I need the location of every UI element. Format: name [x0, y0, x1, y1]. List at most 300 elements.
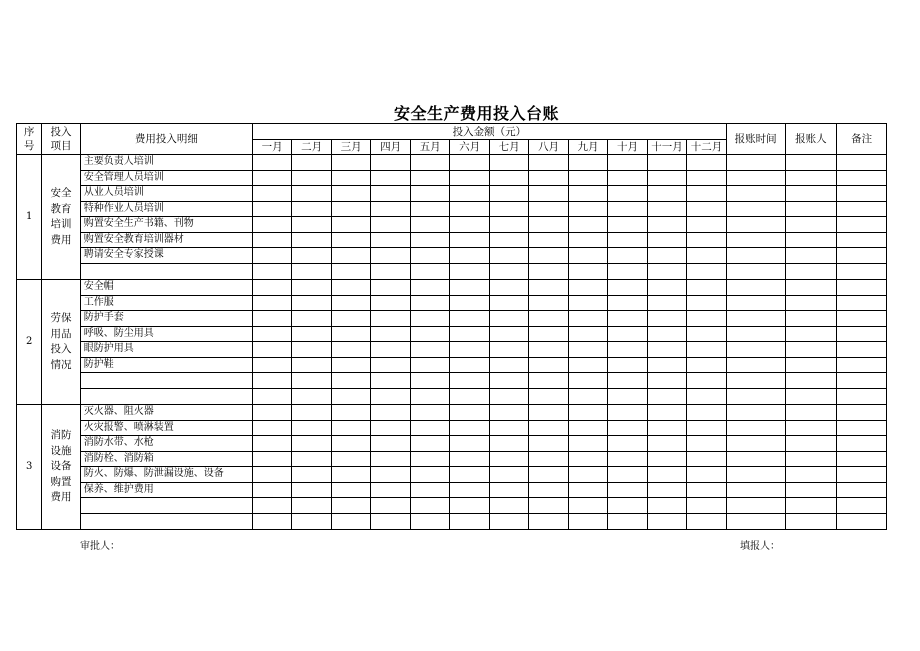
- person-cell[interactable]: [785, 326, 837, 342]
- month-amount-cell[interactable]: [647, 357, 686, 373]
- month-amount-cell[interactable]: [647, 498, 686, 514]
- note-cell[interactable]: [837, 388, 887, 405]
- month-amount-cell[interactable]: [292, 232, 331, 248]
- month-amount-cell[interactable]: [410, 373, 449, 389]
- note-cell[interactable]: [837, 263, 887, 280]
- month-amount-cell[interactable]: [410, 436, 449, 452]
- date-cell[interactable]: [726, 326, 785, 342]
- month-amount-cell[interactable]: [687, 357, 727, 373]
- month-amount-cell[interactable]: [568, 373, 607, 389]
- month-amount-cell[interactable]: [687, 513, 727, 530]
- month-amount-cell[interactable]: [252, 280, 291, 296]
- month-amount-cell[interactable]: [608, 295, 647, 311]
- month-amount-cell[interactable]: [687, 155, 727, 171]
- month-amount-cell[interactable]: [371, 326, 410, 342]
- month-amount-cell[interactable]: [252, 498, 291, 514]
- month-amount-cell[interactable]: [292, 513, 331, 530]
- month-amount-cell[interactable]: [647, 326, 686, 342]
- month-amount-cell[interactable]: [450, 357, 489, 373]
- month-amount-cell[interactable]: [529, 170, 568, 186]
- month-amount-cell[interactable]: [489, 482, 528, 498]
- month-amount-cell[interactable]: [292, 451, 331, 467]
- month-amount-cell[interactable]: [529, 263, 568, 280]
- month-amount-cell[interactable]: [450, 217, 489, 233]
- month-amount-cell[interactable]: [489, 357, 528, 373]
- month-amount-cell[interactable]: [252, 373, 291, 389]
- date-cell[interactable]: [726, 295, 785, 311]
- note-cell[interactable]: [837, 217, 887, 233]
- month-amount-cell[interactable]: [647, 311, 686, 327]
- month-amount-cell[interactable]: [410, 311, 449, 327]
- person-cell[interactable]: [785, 420, 837, 436]
- month-amount-cell[interactable]: [568, 420, 607, 436]
- month-amount-cell[interactable]: [331, 217, 370, 233]
- month-amount-cell[interactable]: [331, 280, 370, 296]
- month-amount-cell[interactable]: [687, 295, 727, 311]
- month-amount-cell[interactable]: [529, 217, 568, 233]
- month-amount-cell[interactable]: [489, 201, 528, 217]
- month-amount-cell[interactable]: [568, 498, 607, 514]
- month-amount-cell[interactable]: [450, 467, 489, 483]
- month-amount-cell[interactable]: [489, 342, 528, 358]
- note-cell[interactable]: [837, 311, 887, 327]
- month-amount-cell[interactable]: [608, 263, 647, 280]
- month-amount-cell[interactable]: [371, 373, 410, 389]
- month-amount-cell[interactable]: [371, 201, 410, 217]
- month-amount-cell[interactable]: [489, 405, 528, 421]
- month-amount-cell[interactable]: [529, 248, 568, 264]
- date-cell[interactable]: [726, 513, 785, 530]
- month-amount-cell[interactable]: [371, 405, 410, 421]
- month-amount-cell[interactable]: [529, 388, 568, 405]
- person-cell[interactable]: [785, 295, 837, 311]
- month-amount-cell[interactable]: [252, 482, 291, 498]
- month-amount-cell[interactable]: [489, 513, 528, 530]
- person-cell[interactable]: [785, 513, 837, 530]
- month-amount-cell[interactable]: [687, 311, 727, 327]
- month-amount-cell[interactable]: [252, 263, 291, 280]
- month-amount-cell[interactable]: [608, 467, 647, 483]
- month-amount-cell[interactable]: [292, 420, 331, 436]
- month-amount-cell[interactable]: [647, 295, 686, 311]
- date-cell[interactable]: [726, 155, 785, 171]
- month-amount-cell[interactable]: [489, 420, 528, 436]
- month-amount-cell[interactable]: [331, 420, 370, 436]
- note-cell[interactable]: [837, 186, 887, 202]
- person-cell[interactable]: [785, 201, 837, 217]
- date-cell[interactable]: [726, 201, 785, 217]
- month-amount-cell[interactable]: [608, 513, 647, 530]
- month-amount-cell[interactable]: [292, 217, 331, 233]
- month-amount-cell[interactable]: [647, 186, 686, 202]
- month-amount-cell[interactable]: [331, 155, 370, 171]
- month-amount-cell[interactable]: [489, 498, 528, 514]
- month-amount-cell[interactable]: [331, 513, 370, 530]
- month-amount-cell[interactable]: [687, 482, 727, 498]
- month-amount-cell[interactable]: [568, 186, 607, 202]
- month-amount-cell[interactable]: [331, 451, 370, 467]
- person-cell[interactable]: [785, 373, 837, 389]
- month-amount-cell[interactable]: [450, 186, 489, 202]
- month-amount-cell[interactable]: [568, 248, 607, 264]
- month-amount-cell[interactable]: [647, 436, 686, 452]
- month-amount-cell[interactable]: [529, 436, 568, 452]
- month-amount-cell[interactable]: [252, 436, 291, 452]
- month-amount-cell[interactable]: [252, 513, 291, 530]
- month-amount-cell[interactable]: [568, 201, 607, 217]
- month-amount-cell[interactable]: [489, 436, 528, 452]
- month-amount-cell[interactable]: [608, 248, 647, 264]
- month-amount-cell[interactable]: [292, 201, 331, 217]
- month-amount-cell[interactable]: [568, 295, 607, 311]
- person-cell[interactable]: [785, 451, 837, 467]
- month-amount-cell[interactable]: [529, 295, 568, 311]
- note-cell[interactable]: [837, 326, 887, 342]
- month-amount-cell[interactable]: [687, 326, 727, 342]
- person-cell[interactable]: [785, 186, 837, 202]
- month-amount-cell[interactable]: [292, 405, 331, 421]
- date-cell[interactable]: [726, 482, 785, 498]
- month-amount-cell[interactable]: [371, 420, 410, 436]
- month-amount-cell[interactable]: [608, 373, 647, 389]
- note-cell[interactable]: [837, 498, 887, 514]
- month-amount-cell[interactable]: [410, 467, 449, 483]
- month-amount-cell[interactable]: [410, 482, 449, 498]
- month-amount-cell[interactable]: [489, 467, 528, 483]
- month-amount-cell[interactable]: [647, 263, 686, 280]
- month-amount-cell[interactable]: [252, 357, 291, 373]
- month-amount-cell[interactable]: [450, 232, 489, 248]
- month-amount-cell[interactable]: [410, 201, 449, 217]
- month-amount-cell[interactable]: [450, 436, 489, 452]
- note-cell[interactable]: [837, 357, 887, 373]
- person-cell[interactable]: [785, 482, 837, 498]
- month-amount-cell[interactable]: [331, 326, 370, 342]
- month-amount-cell[interactable]: [568, 155, 607, 171]
- month-amount-cell[interactable]: [410, 357, 449, 373]
- month-amount-cell[interactable]: [687, 342, 727, 358]
- month-amount-cell[interactable]: [450, 405, 489, 421]
- month-amount-cell[interactable]: [450, 295, 489, 311]
- month-amount-cell[interactable]: [489, 155, 528, 171]
- month-amount-cell[interactable]: [331, 482, 370, 498]
- person-cell[interactable]: [785, 342, 837, 358]
- month-amount-cell[interactable]: [489, 373, 528, 389]
- month-amount-cell[interactable]: [568, 311, 607, 327]
- month-amount-cell[interactable]: [410, 263, 449, 280]
- month-amount-cell[interactable]: [410, 388, 449, 405]
- month-amount-cell[interactable]: [450, 263, 489, 280]
- month-amount-cell[interactable]: [529, 155, 568, 171]
- month-amount-cell[interactable]: [568, 280, 607, 296]
- note-cell[interactable]: [837, 482, 887, 498]
- month-amount-cell[interactable]: [292, 357, 331, 373]
- month-amount-cell[interactable]: [292, 482, 331, 498]
- month-amount-cell[interactable]: [252, 155, 291, 171]
- month-amount-cell[interactable]: [252, 342, 291, 358]
- month-amount-cell[interactable]: [647, 155, 686, 171]
- month-amount-cell[interactable]: [410, 295, 449, 311]
- month-amount-cell[interactable]: [687, 420, 727, 436]
- date-cell[interactable]: [726, 498, 785, 514]
- month-amount-cell[interactable]: [687, 186, 727, 202]
- month-amount-cell[interactable]: [489, 186, 528, 202]
- month-amount-cell[interactable]: [647, 467, 686, 483]
- month-amount-cell[interactable]: [529, 280, 568, 296]
- month-amount-cell[interactable]: [252, 248, 291, 264]
- month-amount-cell[interactable]: [529, 326, 568, 342]
- month-amount-cell[interactable]: [450, 311, 489, 327]
- month-amount-cell[interactable]: [292, 436, 331, 452]
- month-amount-cell[interactable]: [529, 357, 568, 373]
- month-amount-cell[interactable]: [608, 388, 647, 405]
- month-amount-cell[interactable]: [331, 201, 370, 217]
- month-amount-cell[interactable]: [687, 467, 727, 483]
- date-cell[interactable]: [726, 311, 785, 327]
- person-cell[interactable]: [785, 311, 837, 327]
- month-amount-cell[interactable]: [608, 280, 647, 296]
- month-amount-cell[interactable]: [568, 326, 607, 342]
- month-amount-cell[interactable]: [371, 388, 410, 405]
- month-amount-cell[interactable]: [331, 170, 370, 186]
- month-amount-cell[interactable]: [371, 280, 410, 296]
- date-cell[interactable]: [726, 420, 785, 436]
- person-cell[interactable]: [785, 498, 837, 514]
- month-amount-cell[interactable]: [647, 420, 686, 436]
- month-amount-cell[interactable]: [410, 451, 449, 467]
- month-amount-cell[interactable]: [568, 342, 607, 358]
- month-amount-cell[interactable]: [410, 248, 449, 264]
- month-amount-cell[interactable]: [371, 263, 410, 280]
- month-amount-cell[interactable]: [371, 311, 410, 327]
- month-amount-cell[interactable]: [687, 248, 727, 264]
- month-amount-cell[interactable]: [568, 388, 607, 405]
- month-amount-cell[interactable]: [331, 248, 370, 264]
- note-cell[interactable]: [837, 248, 887, 264]
- month-amount-cell[interactable]: [647, 513, 686, 530]
- month-amount-cell[interactable]: [371, 186, 410, 202]
- month-amount-cell[interactable]: [568, 436, 607, 452]
- month-amount-cell[interactable]: [568, 513, 607, 530]
- month-amount-cell[interactable]: [529, 420, 568, 436]
- month-amount-cell[interactable]: [371, 357, 410, 373]
- month-amount-cell[interactable]: [252, 217, 291, 233]
- month-amount-cell[interactable]: [489, 388, 528, 405]
- month-amount-cell[interactable]: [529, 232, 568, 248]
- month-amount-cell[interactable]: [331, 295, 370, 311]
- month-amount-cell[interactable]: [687, 498, 727, 514]
- month-amount-cell[interactable]: [450, 451, 489, 467]
- month-amount-cell[interactable]: [252, 420, 291, 436]
- month-amount-cell[interactable]: [687, 405, 727, 421]
- month-amount-cell[interactable]: [252, 232, 291, 248]
- month-amount-cell[interactable]: [292, 295, 331, 311]
- month-amount-cell[interactable]: [529, 311, 568, 327]
- note-cell[interactable]: [837, 342, 887, 358]
- month-amount-cell[interactable]: [331, 263, 370, 280]
- month-amount-cell[interactable]: [371, 467, 410, 483]
- month-amount-cell[interactable]: [371, 498, 410, 514]
- month-amount-cell[interactable]: [371, 232, 410, 248]
- month-amount-cell[interactable]: [529, 405, 568, 421]
- date-cell[interactable]: [726, 186, 785, 202]
- month-amount-cell[interactable]: [252, 201, 291, 217]
- person-cell[interactable]: [785, 467, 837, 483]
- month-amount-cell[interactable]: [450, 513, 489, 530]
- month-amount-cell[interactable]: [410, 280, 449, 296]
- month-amount-cell[interactable]: [450, 326, 489, 342]
- month-amount-cell[interactable]: [568, 170, 607, 186]
- month-amount-cell[interactable]: [331, 388, 370, 405]
- month-amount-cell[interactable]: [252, 405, 291, 421]
- date-cell[interactable]: [726, 280, 785, 296]
- month-amount-cell[interactable]: [410, 232, 449, 248]
- month-amount-cell[interactable]: [687, 263, 727, 280]
- month-amount-cell[interactable]: [292, 155, 331, 171]
- month-amount-cell[interactable]: [608, 201, 647, 217]
- month-amount-cell[interactable]: [529, 342, 568, 358]
- month-amount-cell[interactable]: [371, 295, 410, 311]
- month-amount-cell[interactable]: [371, 482, 410, 498]
- month-amount-cell[interactable]: [450, 482, 489, 498]
- month-amount-cell[interactable]: [608, 451, 647, 467]
- month-amount-cell[interactable]: [450, 420, 489, 436]
- month-amount-cell[interactable]: [568, 405, 607, 421]
- date-cell[interactable]: [726, 342, 785, 358]
- month-amount-cell[interactable]: [489, 451, 528, 467]
- month-amount-cell[interactable]: [647, 451, 686, 467]
- month-amount-cell[interactable]: [647, 482, 686, 498]
- month-amount-cell[interactable]: [529, 451, 568, 467]
- month-amount-cell[interactable]: [529, 513, 568, 530]
- month-amount-cell[interactable]: [331, 311, 370, 327]
- month-amount-cell[interactable]: [529, 482, 568, 498]
- month-amount-cell[interactable]: [450, 201, 489, 217]
- month-amount-cell[interactable]: [568, 467, 607, 483]
- month-amount-cell[interactable]: [292, 186, 331, 202]
- month-amount-cell[interactable]: [292, 280, 331, 296]
- month-amount-cell[interactable]: [568, 263, 607, 280]
- note-cell[interactable]: [837, 451, 887, 467]
- month-amount-cell[interactable]: [252, 388, 291, 405]
- person-cell[interactable]: [785, 280, 837, 296]
- month-amount-cell[interactable]: [608, 311, 647, 327]
- person-cell[interactable]: [785, 232, 837, 248]
- note-cell[interactable]: [837, 405, 887, 421]
- month-amount-cell[interactable]: [252, 170, 291, 186]
- month-amount-cell[interactable]: [371, 436, 410, 452]
- month-amount-cell[interactable]: [608, 357, 647, 373]
- month-amount-cell[interactable]: [331, 436, 370, 452]
- month-amount-cell[interactable]: [252, 186, 291, 202]
- month-amount-cell[interactable]: [450, 498, 489, 514]
- month-amount-cell[interactable]: [608, 155, 647, 171]
- note-cell[interactable]: [837, 280, 887, 296]
- month-amount-cell[interactable]: [331, 342, 370, 358]
- month-amount-cell[interactable]: [292, 388, 331, 405]
- month-amount-cell[interactable]: [647, 388, 686, 405]
- month-amount-cell[interactable]: [331, 186, 370, 202]
- month-amount-cell[interactable]: [331, 498, 370, 514]
- month-amount-cell[interactable]: [568, 451, 607, 467]
- month-amount-cell[interactable]: [450, 170, 489, 186]
- month-amount-cell[interactable]: [252, 295, 291, 311]
- month-amount-cell[interactable]: [292, 498, 331, 514]
- note-cell[interactable]: [837, 295, 887, 311]
- month-amount-cell[interactable]: [529, 467, 568, 483]
- month-amount-cell[interactable]: [331, 373, 370, 389]
- month-amount-cell[interactable]: [647, 217, 686, 233]
- month-amount-cell[interactable]: [292, 263, 331, 280]
- date-cell[interactable]: [726, 436, 785, 452]
- person-cell[interactable]: [785, 155, 837, 171]
- month-amount-cell[interactable]: [450, 248, 489, 264]
- month-amount-cell[interactable]: [410, 498, 449, 514]
- month-amount-cell[interactable]: [568, 357, 607, 373]
- note-cell[interactable]: [837, 201, 887, 217]
- note-cell[interactable]: [837, 420, 887, 436]
- month-amount-cell[interactable]: [489, 232, 528, 248]
- date-cell[interactable]: [726, 217, 785, 233]
- note-cell[interactable]: [837, 467, 887, 483]
- date-cell[interactable]: [726, 357, 785, 373]
- month-amount-cell[interactable]: [489, 311, 528, 327]
- month-amount-cell[interactable]: [608, 232, 647, 248]
- month-amount-cell[interactable]: [371, 217, 410, 233]
- month-amount-cell[interactable]: [529, 498, 568, 514]
- month-amount-cell[interactable]: [410, 326, 449, 342]
- month-amount-cell[interactable]: [647, 280, 686, 296]
- month-amount-cell[interactable]: [489, 217, 528, 233]
- month-amount-cell[interactable]: [450, 342, 489, 358]
- month-amount-cell[interactable]: [489, 248, 528, 264]
- person-cell[interactable]: [785, 405, 837, 421]
- month-amount-cell[interactable]: [568, 232, 607, 248]
- note-cell[interactable]: [837, 232, 887, 248]
- month-amount-cell[interactable]: [410, 170, 449, 186]
- month-amount-cell[interactable]: [489, 170, 528, 186]
- month-amount-cell[interactable]: [608, 217, 647, 233]
- date-cell[interactable]: [726, 373, 785, 389]
- month-amount-cell[interactable]: [687, 451, 727, 467]
- month-amount-cell[interactable]: [489, 295, 528, 311]
- month-amount-cell[interactable]: [687, 388, 727, 405]
- month-amount-cell[interactable]: [252, 451, 291, 467]
- month-amount-cell[interactable]: [292, 342, 331, 358]
- month-amount-cell[interactable]: [410, 186, 449, 202]
- month-amount-cell[interactable]: [450, 155, 489, 171]
- month-amount-cell[interactable]: [292, 373, 331, 389]
- month-amount-cell[interactable]: [687, 232, 727, 248]
- date-cell[interactable]: [726, 263, 785, 280]
- date-cell[interactable]: [726, 232, 785, 248]
- month-amount-cell[interactable]: [647, 405, 686, 421]
- month-amount-cell[interactable]: [410, 155, 449, 171]
- month-amount-cell[interactable]: [687, 436, 727, 452]
- month-amount-cell[interactable]: [608, 326, 647, 342]
- month-amount-cell[interactable]: [450, 388, 489, 405]
- month-amount-cell[interactable]: [489, 263, 528, 280]
- month-amount-cell[interactable]: [687, 280, 727, 296]
- person-cell[interactable]: [785, 388, 837, 405]
- note-cell[interactable]: [837, 170, 887, 186]
- month-amount-cell[interactable]: [608, 405, 647, 421]
- month-amount-cell[interactable]: [687, 217, 727, 233]
- month-amount-cell[interactable]: [371, 451, 410, 467]
- person-cell[interactable]: [785, 248, 837, 264]
- month-amount-cell[interactable]: [410, 513, 449, 530]
- month-amount-cell[interactable]: [647, 170, 686, 186]
